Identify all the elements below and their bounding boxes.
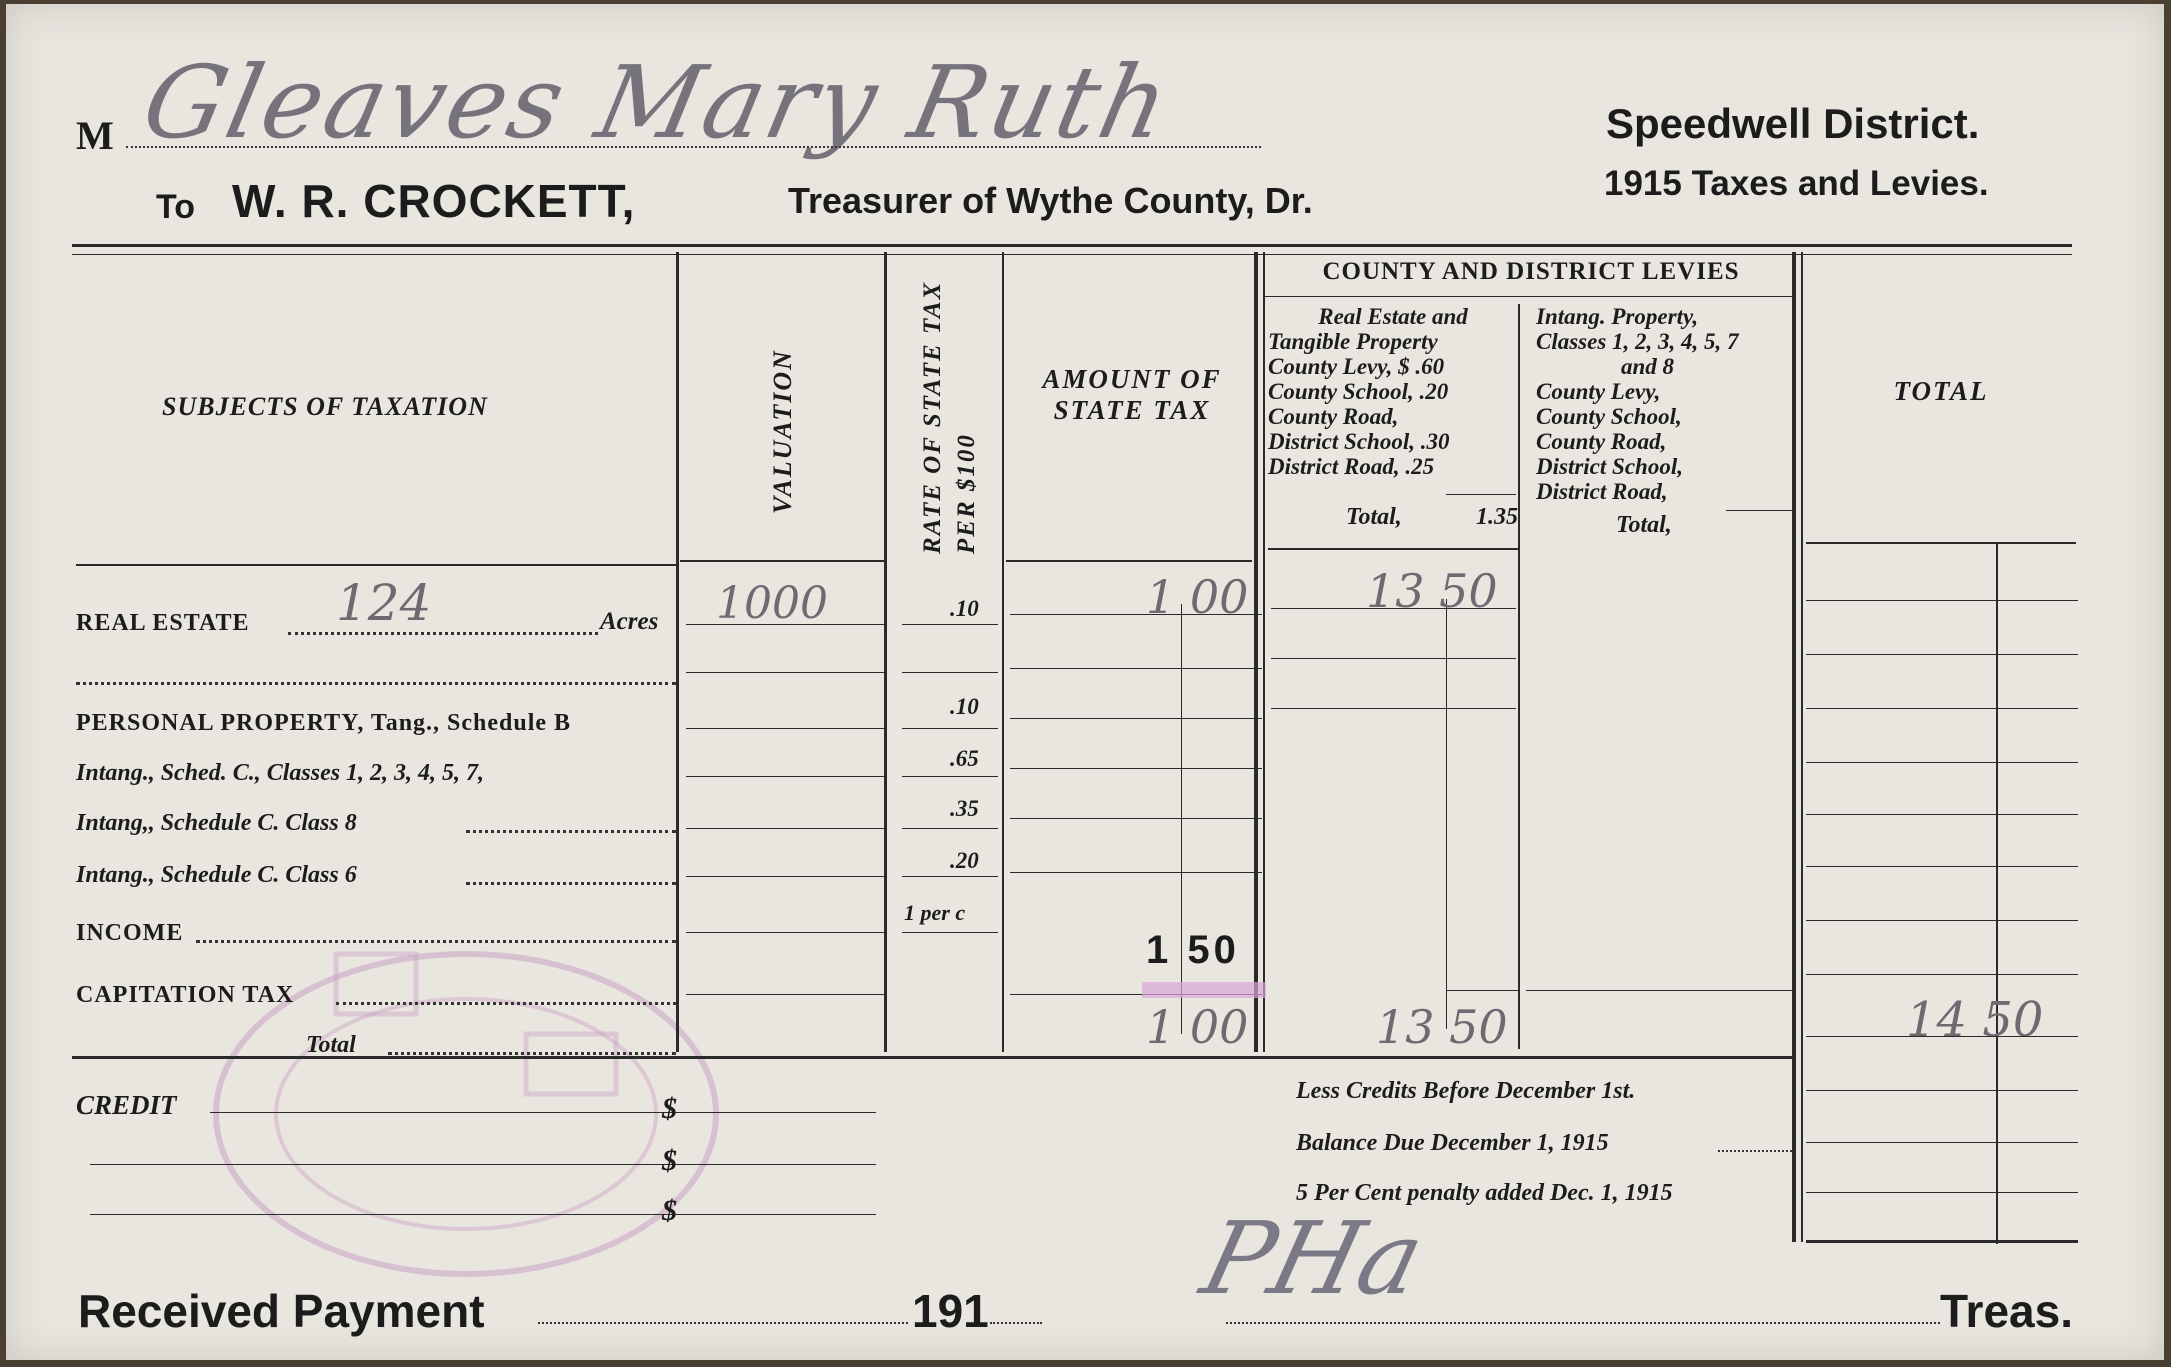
levy-line: County Levy,: [1536, 379, 1661, 404]
treas-label: Treas.: [1940, 1285, 2073, 1337]
levies-real-total-label: Total,: [1346, 504, 1402, 530]
state-tax-handwritten: 1 00: [1146, 570, 1249, 624]
rate-income: 1 per c: [904, 900, 966, 925]
subjects-header: SUBJECTS OF TAXATION: [162, 392, 488, 421]
credit-dollar-3: $: [662, 1194, 677, 1227]
capitation-tax-amount: 1 50: [1146, 928, 1240, 972]
row-label-real-estate: REAL ESTATE: [76, 610, 250, 636]
tax-receipt: [6, 4, 2164, 1360]
to-prefix: To: [156, 188, 196, 226]
levy-real-handwritten: 13 50: [1366, 564, 1498, 618]
levy-line: District Road,: [1536, 479, 1668, 504]
row-label-intang-classes: Intang., Sched. C., Classes 1, 2, 3, 4, 5, 7,: [76, 760, 485, 786]
levy-total-handwritten: 13 50: [1376, 1000, 1508, 1054]
district-name: Speedwell District.: [1606, 100, 1980, 147]
row-label-income: INCOME: [76, 920, 184, 946]
levies-intang-list: [1536, 304, 1796, 504]
credit-label: CREDIT: [76, 1090, 177, 1120]
rate-intang-classes: .65: [950, 746, 979, 771]
levy-line: Classes 1, 2, 3, 4, 5, 7: [1536, 329, 1739, 354]
levy-line: County Road,: [1536, 429, 1667, 454]
credit-dollar-1: $: [662, 1092, 677, 1125]
valuation-header: VALUATION: [768, 349, 797, 514]
year-title: 1915 Taxes and Levies.: [1604, 164, 1989, 203]
m-prefix: M: [76, 113, 115, 158]
credit-dollar-2: $: [662, 1144, 677, 1177]
row-label-intang-class8: Intang,, Schedule C. Class 8: [76, 810, 357, 836]
state-tax-header-line2: STATE TAX: [1053, 395, 1211, 425]
acres-label: Acres: [600, 608, 659, 635]
levy-line: District Road, .25: [1268, 454, 1435, 479]
rate-intang-class6: .20: [950, 848, 979, 873]
treasurer-title: Treasurer of Wythe County, Dr.: [788, 180, 1313, 221]
balance-due-label: Balance Due December 1, 1915: [1296, 1130, 1609, 1156]
levies-real-list: [1268, 304, 1518, 479]
valuation-handwritten: 1000: [716, 578, 828, 629]
levies-real-total-value: 1.35: [1476, 504, 1518, 530]
treasurer-signature: PHa: [1191, 1200, 1435, 1317]
levy-line: County Levy, $ .60: [1268, 354, 1445, 379]
levy-line: District School, .30: [1268, 429, 1450, 454]
levy-line: Intang. Property,: [1536, 304, 1699, 329]
payee-name-signature: Gleaves Mary Ruth: [133, 44, 1182, 161]
levy-line: and 8: [1621, 354, 1675, 379]
levies-intang-total-label: Total,: [1616, 512, 1672, 538]
levy-line: District School,: [1536, 454, 1683, 479]
state-tax-header-line1: AMOUNT OF: [1042, 364, 1222, 394]
rate-intang-class8: .35: [950, 796, 979, 821]
penalty-label: 5 Per Cent penalty added Dec. 1, 1915: [1296, 1180, 1673, 1206]
rate-personal-property: .10: [950, 694, 979, 719]
received-payment-label: Received Payment: [78, 1285, 485, 1337]
state-tax-total-handwritten: 1 00: [1146, 1000, 1249, 1054]
row-label-personal-property: PERSONAL PROPERTY, Tang., Schedule B: [76, 710, 572, 736]
row-label-capitation: CAPITATION TAX: [76, 982, 295, 1008]
levy-line: Tangible Property: [1268, 329, 1438, 354]
received-year: 191: [912, 1285, 989, 1337]
county-levies-header: COUNTY AND DISTRICT LEVIES: [1322, 258, 1740, 285]
row-label-intang-class6: Intang., Schedule C. Class 6: [76, 862, 357, 888]
total-header: TOTAL: [1893, 376, 1989, 406]
rate-real-estate: .10: [950, 596, 979, 621]
levy-line: Real Estate and: [1318, 304, 1468, 329]
levy-line: County School, .20: [1268, 379, 1449, 404]
levy-line: County Road,: [1268, 404, 1399, 429]
levy-line: County School,: [1536, 404, 1682, 429]
rate-header: RATE OF STATE TAX PER $100: [919, 280, 980, 554]
row-label-total: Total: [306, 1032, 356, 1058]
acres-handwritten: 124: [336, 574, 432, 632]
state-tax-header: [1022, 364, 1242, 426]
grand-total-handwritten: 14 50: [1906, 992, 2044, 1048]
treasurer-name: W. R. CROCKETT,: [232, 175, 636, 227]
less-credits-label: Less Credits Before December 1st.: [1296, 1078, 1636, 1104]
